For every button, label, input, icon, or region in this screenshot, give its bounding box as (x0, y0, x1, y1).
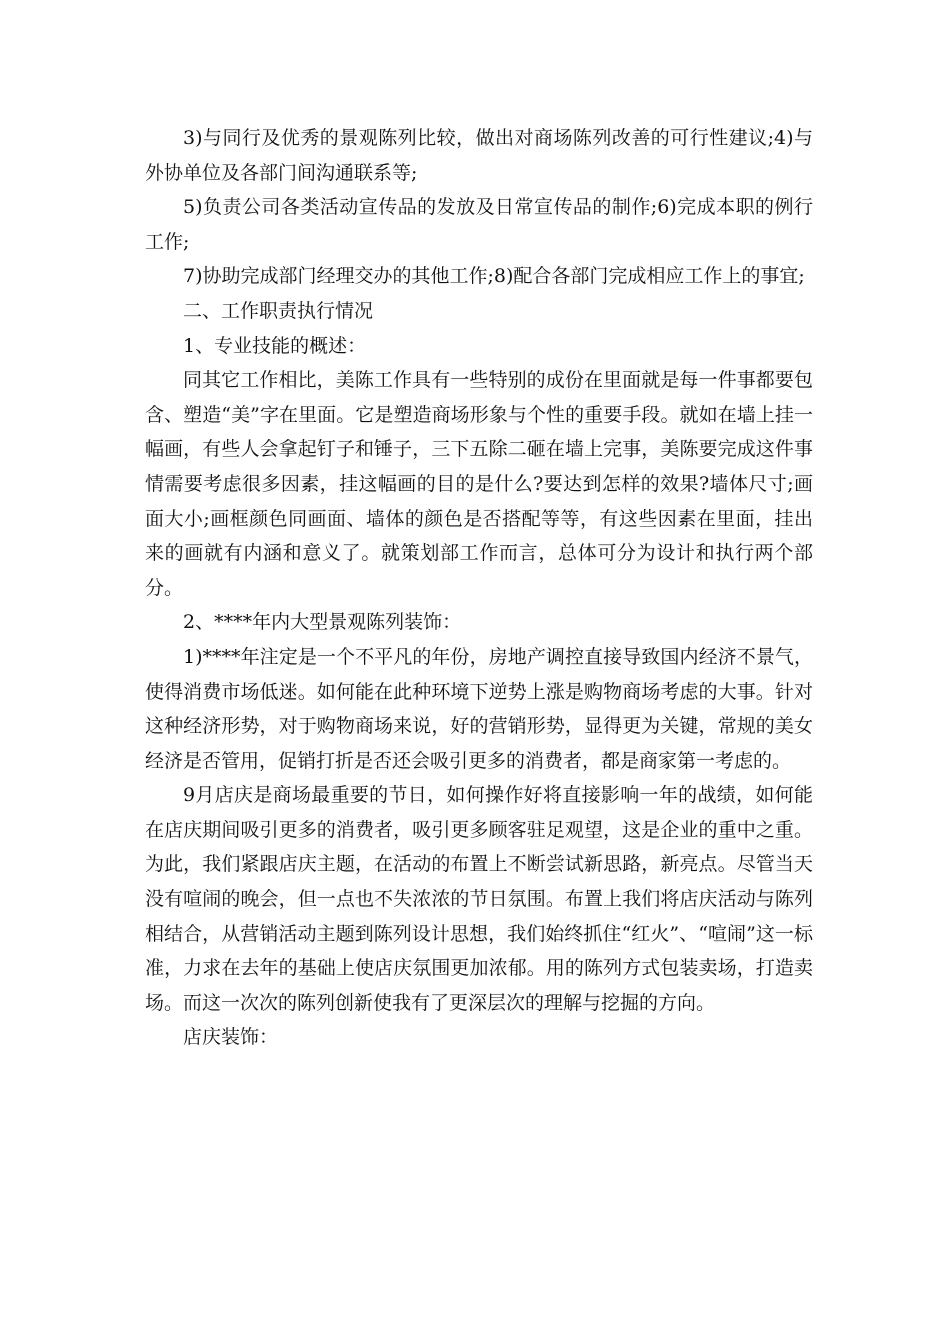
subheading-landscape-display: 2、****年内大型景观陈列装饰： (183, 611, 462, 634)
paragraph-anniversary: 9月店庆是商场最重要的节日，如何操作好将直接影响一年的战绩，如何能在店庆期间吸引更多的消费者，吸引更多顾客驻足观望，这是企业的重中之重。为此，我们紧跟店庆主题，在活动的布置上不断尝试新思路，新亮点。尽管当天没有喧闹的晚会，但一点也不失浓浓的节日氛围。布置上我们将店庆活动与陈列相结合，从营销活动主题到陈列设计思想，我们始终抓住“红火”、“喧闹”这一标准，力求在去年的基础上使店庆氛围更加浓郁。用的陈列方式包装卖场，打造卖场。而这一次次的陈列创新使我有了更深层次的理解与挖掘的方向。 (145, 784, 813, 1014)
paragraph-market-situation: 1)****年注定是一个不平凡的年份，房地产调控直接导致国内经济不景气，使得消费市场低迷。如何能在此种环境下逆势上涨是购物商场考虑的大事。针对这种经济形势，对于购物商场来说，好的营销形势，显得更为关键，常规的美女经济是否管用，促销打折是否还会吸引更多的消费者，都是商家第一考虑的。 (145, 645, 813, 772)
paragraph-duty-7-8: 7)协助完成部门经理交办的其他工作;8)配合各部门完成相应工作上的事宜; (183, 265, 805, 288)
section-heading-duty-execution: 二、工作职责执行情况 (183, 299, 374, 322)
paragraph-skills-description: 同其它工作相比，美陈工作具有一些特别的成份在里面就是每一件事都要包含、塑造“美”字在里面。它是塑造商场形象与个性的重要手段。就如在墙上挂一幅画，有些人会拿起钉子和锤子，三下五除二砸在墙上完事，美陈要完成这件事情需要考虑很多因素，挂这幅画的目的是什么?要达到怎样的效果?墙体尺寸;画面大小;画框颜色同画面、墙体的颜色是否搭配等等，有这些因素在里面，挂出来的画就有内涵和意义了。就策划部工作而言，总体可分为设计和执行两个部分。 (145, 369, 813, 599)
paragraph-duty-3-4: 3)与同行及优秀的景观陈列比较，做出对商场陈列改善的可行性建议;4)与外协单位及各部门间沟通联系等; (145, 127, 813, 184)
document-body (145, 121, 813, 1055)
subheading-skills-overview: 1、专业技能的概述： (183, 334, 367, 357)
subheading-anniversary-decoration: 店庆装饰： (183, 1026, 279, 1049)
paragraph-duty-5-6: 5)负责公司各类活动宣传品的发放及日常宣传品的制作;6)完成本职的例行工作; (145, 196, 813, 253)
